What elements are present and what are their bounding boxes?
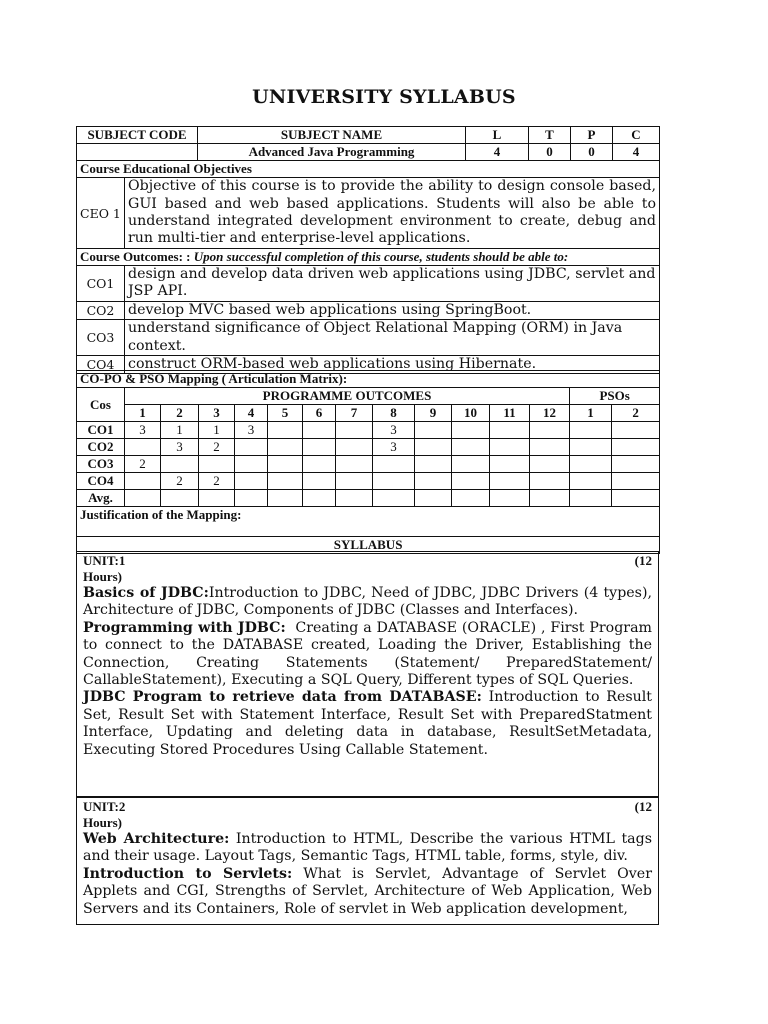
- matrix-row: [77, 422, 660, 439]
- matrix-cell: [199, 456, 235, 473]
- subject-code-header: SUBJECT CODE: [77, 127, 198, 144]
- po-number-5: 5: [268, 405, 303, 422]
- matrix-cell: 3: [235, 422, 268, 439]
- matrix-row-label: Avg.: [77, 490, 125, 507]
- po-number-1: 1: [125, 405, 161, 422]
- unit-1-hours: [83, 569, 652, 585]
- matrix-cell: [570, 473, 612, 490]
- unit-1-para-3-text: Introduction to Result Set, Result Set with Statement Interface, Result Set with PreparedStatment Interface, Updating and deleting data in database, ResultSetMetadata, Executing Stored Procedures Using Callable Statement.: [83, 689, 653, 758]
- matrix-cell: [530, 490, 570, 507]
- matrix-cell: [235, 490, 268, 507]
- unit-1-para-3-title: JDBC Program to retrieve data from DATABASE:: [83, 689, 482, 706]
- matrix-cell: [612, 422, 660, 439]
- matrix-cell: [268, 456, 303, 473]
- outcomes-heading-note: Upon successful completion of this course, students should be able to:: [193, 249, 569, 264]
- matrix-row: [77, 456, 660, 473]
- matrix-cell: 2: [125, 456, 161, 473]
- co2-code: CO2: [77, 301, 125, 319]
- unit-2-hours: [83, 815, 652, 831]
- po-number-2: 2: [161, 405, 199, 422]
- matrix-cell: [161, 456, 199, 473]
- matrix-cell: [268, 439, 303, 456]
- objectives-table: [76, 160, 660, 374]
- matrix-cell: [570, 456, 612, 473]
- unit-2-header: [83, 799, 652, 815]
- matrix-cell: [490, 439, 530, 456]
- matrix-cell: [336, 490, 373, 507]
- matrix-cell: 2: [199, 439, 235, 456]
- po-number-row: [77, 405, 660, 422]
- matrix-cell: [303, 422, 336, 439]
- ceo-label: CEO 1: [77, 178, 125, 249]
- co4-code: CO4: [77, 356, 125, 374]
- unit-2-section: [76, 797, 659, 925]
- matrix-cell: [125, 490, 161, 507]
- po-header: PROGRAMME OUTCOMES: [125, 388, 570, 405]
- matrix-cell: [336, 473, 373, 490]
- ceo-heading: Course Educational Objectives: [77, 161, 660, 178]
- matrix-cell: [415, 456, 452, 473]
- c-value: 4: [613, 144, 660, 161]
- unit-1-para-2-title: Programming with JDBC:: [83, 619, 286, 636]
- justification-label: Justification of the Mapping:: [77, 507, 660, 537]
- matrix-cell: [303, 456, 336, 473]
- unit-1-title: UNIT:1: [83, 553, 126, 568]
- outcomes-heading-label: Course Outcomes: :: [80, 249, 194, 264]
- matrix-cell: 3: [373, 439, 415, 456]
- unit-1-section: [76, 551, 659, 797]
- unit-2-para-2-text: What is Servlet, Advantage of Servlet Over Applets and CGI, Strengths of Servlet, Architecture of Web Application, Web Servers and its Containers, Role of servlet in Web application development,: [83, 865, 652, 917]
- matrix-cell: 3: [161, 439, 199, 456]
- matrix-cell: [268, 490, 303, 507]
- co4-text: construct ORM-based web applications using Hibernate.: [125, 356, 660, 374]
- matrix-cell: [125, 439, 161, 456]
- c-header: C: [613, 127, 660, 144]
- subject-code-value: [77, 144, 198, 161]
- unit-1-para-2-text: Creating a DATABASE (ORACLE) , First Program to connect to the DATABASE created, Loading the Driver, Establishing the Connection, Creating Statements (Statement/ PreparedStatement/ CallableStatement), Executing a SQL Query, Different types of SQL Queries.: [83, 619, 657, 689]
- matrix-row-label: CO4: [77, 473, 125, 490]
- matrix-cell: [235, 473, 268, 490]
- matrix-cell: [373, 456, 415, 473]
- matrix-cell: [235, 439, 268, 456]
- matrix-cell: [303, 439, 336, 456]
- unit-1-hours-close: Hours): [83, 569, 122, 584]
- po-number-7: 7: [336, 405, 373, 422]
- matrix-cell: [125, 473, 161, 490]
- syllabus-heading: SYLLABUS: [77, 537, 660, 554]
- matrix-row: [77, 473, 660, 490]
- unit-2-para-1: [83, 831, 652, 866]
- matrix-cell: [452, 439, 490, 456]
- matrix-cell: [612, 456, 660, 473]
- matrix-cell: [415, 473, 452, 490]
- l-value: 4: [466, 144, 529, 161]
- matrix-cell: [490, 473, 530, 490]
- unit-2-para-2-title: Introduction to Servlets:: [83, 865, 293, 882]
- matrix-cell: [570, 490, 612, 507]
- subject-table: [76, 126, 660, 161]
- l-header: L: [466, 127, 529, 144]
- unit-2-para-2: [83, 866, 652, 918]
- matrix-cell: [490, 456, 530, 473]
- po-number-11: 11: [490, 405, 530, 422]
- pso-number-1: 1: [570, 405, 612, 422]
- unit-2-title: UNIT:2: [83, 799, 126, 814]
- matrix-cell: [415, 422, 452, 439]
- matrix-cell: [336, 422, 373, 439]
- t-header: T: [529, 127, 571, 144]
- unit-1-para-1-text: Introduction to JDBC, Need of JDBC, JDBC Drivers (4 types), Architecture of JDBC, Components of JDBC (Classes and Interfaces).: [83, 585, 652, 619]
- matrix-cell: 1: [199, 422, 235, 439]
- matrix-cell: [303, 473, 336, 490]
- matrix-cell: [612, 439, 660, 456]
- matrix-cell: [452, 422, 490, 439]
- matrix-row-label: CO3: [77, 456, 125, 473]
- unit-2-hours-open: (12: [634, 799, 652, 814]
- co3-code: CO3: [77, 320, 125, 356]
- matrix-cell: [530, 439, 570, 456]
- pso-header: PSOs: [570, 388, 660, 405]
- matrix-cell: [612, 473, 660, 490]
- matrix-cell: [161, 490, 199, 507]
- matrix-cell: [452, 473, 490, 490]
- matrix-cell: [570, 439, 612, 456]
- unit-1-para-2: [83, 619, 657, 690]
- p-value: 0: [571, 144, 613, 161]
- matrix-cell: [373, 473, 415, 490]
- matrix-cell: [268, 473, 303, 490]
- co2-text: develop MVC based web applications using SpringBoot.: [125, 301, 660, 319]
- po-number-6: 6: [303, 405, 336, 422]
- p-header: P: [571, 127, 613, 144]
- po-number-3: 3: [199, 405, 235, 422]
- cos-header: Cos: [77, 388, 125, 422]
- matrix-cell: [199, 490, 235, 507]
- matrix-cell: 3: [373, 422, 415, 439]
- co1-text: design and develop data driven web applications using JDBC, servlet and JSP API.: [125, 266, 660, 302]
- matrix-cell: [452, 456, 490, 473]
- matrix-cell: [415, 490, 452, 507]
- matrix-cell: 1: [161, 422, 199, 439]
- t-value: 0: [529, 144, 571, 161]
- unit-1-hours-open: (12: [634, 553, 652, 568]
- mapping-heading: CO-PO & PSO Mapping ( Articulation Matrix):: [77, 371, 660, 388]
- matrix-cell: [452, 490, 490, 507]
- co3-text: understand significance of Object Relational Mapping (ORM) in Java context.: [125, 320, 660, 356]
- matrix-cell: [373, 490, 415, 507]
- co1-code: CO1: [77, 266, 125, 302]
- matrix-cell: [490, 422, 530, 439]
- ceo-text: Objective of this course is to provide the ability to design console based, GUI based and web based applications. Students will also be able to understand integrated development environment to create, debug and run multi-tier and enterprise-level applications.: [125, 178, 660, 249]
- matrix-cell: [336, 439, 373, 456]
- po-number-10: 10: [452, 405, 490, 422]
- po-number-9: 9: [415, 405, 452, 422]
- unit-1-para-1-title: Basics of JDBC:: [83, 585, 209, 601]
- matrix-cell: [415, 439, 452, 456]
- matrix-cell: 2: [161, 473, 199, 490]
- matrix-cell: [336, 456, 373, 473]
- outcomes-heading: [77, 249, 660, 266]
- po-number-12: 12: [530, 405, 570, 422]
- unit-1-para-3: [83, 689, 652, 759]
- unit-1-para-1: [83, 585, 652, 620]
- matrix-row-label: CO2: [77, 439, 125, 456]
- pso-number-2: 2: [612, 405, 660, 422]
- subject-name-value: Advanced Java Programming: [198, 144, 466, 161]
- matrix-cell: [612, 490, 660, 507]
- unit-2-hours-close: Hours): [83, 815, 122, 830]
- matrix-cell: [530, 456, 570, 473]
- unit-1-header: [83, 553, 652, 569]
- matrix-cell: [530, 422, 570, 439]
- mapping-table: [76, 370, 660, 554]
- matrix-cell: 3: [125, 422, 161, 439]
- matrix-cell: [570, 422, 612, 439]
- po-number-8: 8: [373, 405, 415, 422]
- matrix-cell: [268, 422, 303, 439]
- matrix-row: [77, 490, 660, 507]
- matrix-row-label: CO1: [77, 422, 125, 439]
- matrix-cell: [490, 490, 530, 507]
- matrix-row: [77, 439, 660, 456]
- matrix-cell: [235, 456, 268, 473]
- unit-2-para-1-title: Web Architecture:: [83, 831, 230, 847]
- matrix-cell: [303, 490, 336, 507]
- page-title: UNIVERSITY SYLLABUS: [252, 86, 516, 108]
- matrix-cell: 2: [199, 473, 235, 490]
- matrix-body: [77, 422, 660, 507]
- po-number-4: 4: [235, 405, 268, 422]
- matrix-cell: [530, 473, 570, 490]
- subject-name-header: SUBJECT NAME: [198, 127, 466, 144]
- unit-2-para-1-text: Introduction to HTML, Describe the various HTML tags and their usage. Layout Tags, Semantic Tags, HTML table, forms, style, div.: [83, 831, 652, 865]
